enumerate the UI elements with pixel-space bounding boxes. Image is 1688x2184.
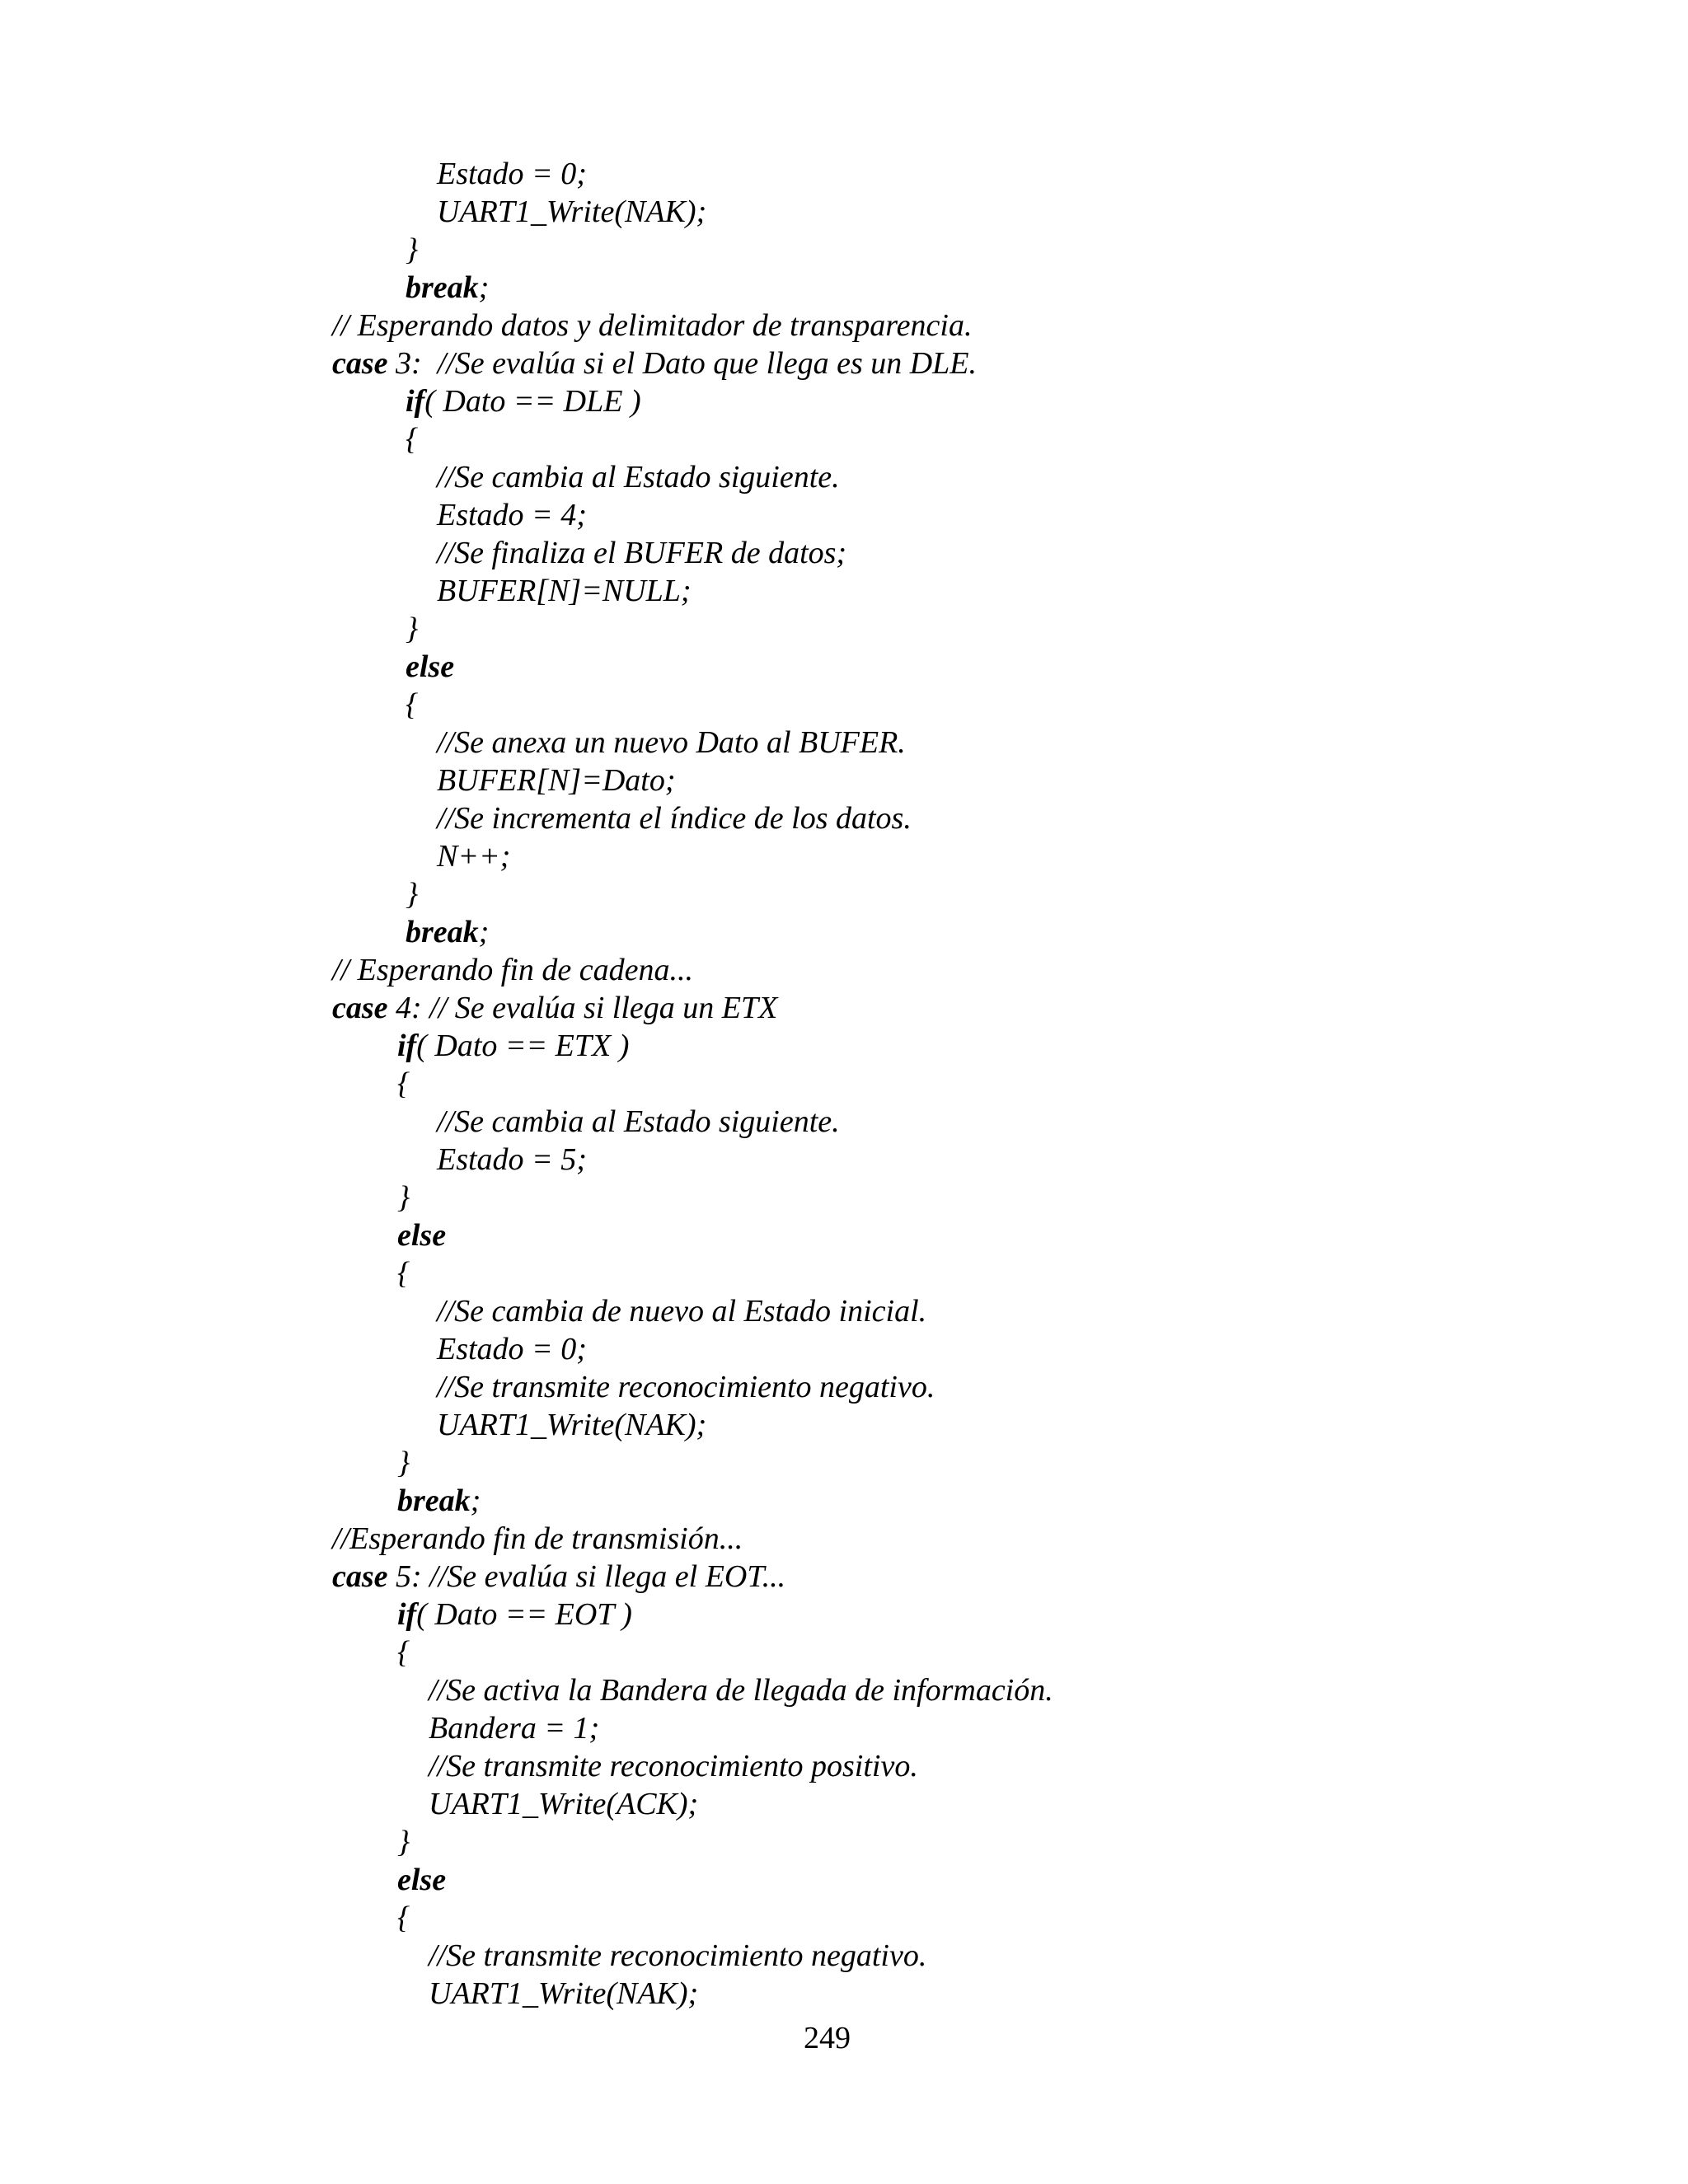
code-line: {: [397, 1635, 410, 1670]
code-comment: // Esperando fin de cadena...: [332, 953, 693, 987]
code-line: [397, 1596, 632, 1633]
code-line: {: [397, 1900, 410, 1935]
keyword: if: [406, 384, 425, 419]
code-line: {: [406, 422, 419, 457]
code-line: [332, 344, 977, 382]
keyword: case: [332, 346, 388, 381]
code-line: [406, 382, 641, 420]
code-line: {: [397, 1256, 410, 1291]
code-comment: //Se transmite reconocimiento negativo.: [429, 1938, 927, 1973]
code-line: }: [406, 612, 419, 646]
code-line: N++;: [437, 839, 511, 874]
code-line: [406, 269, 489, 307]
code-line: Bandera = 1;: [429, 1711, 600, 1746]
code-line: [397, 1027, 629, 1065]
code-line: UART1_Write(NAK);: [429, 1976, 699, 2011]
code-line: UART1_Write(NAK);: [437, 194, 707, 229]
code-text: ;: [478, 915, 490, 949]
code-line: }: [406, 877, 419, 912]
keyword: if: [397, 1597, 417, 1632]
keyword: break: [406, 270, 479, 305]
code-line: {: [406, 687, 419, 722]
code-comment: //Se activa la Bandera de llegada de información.: [429, 1673, 1053, 1708]
keyword: if: [397, 1029, 417, 1063]
code-line: UART1_Write(ACK);: [429, 1787, 699, 1821]
code-line: {: [397, 1066, 410, 1101]
keyword: break: [397, 1483, 471, 1518]
keyword: else: [397, 1218, 447, 1253]
code-line: [397, 1482, 481, 1520]
code-comment: //Se transmite reconocimiento positivo.: [429, 1749, 918, 1783]
code-comment: //Se cambia de nuevo al Estado inicial.: [437, 1294, 927, 1329]
code-line: [332, 989, 777, 1027]
page-number: 249: [804, 2021, 851, 2055]
keyword: else: [406, 649, 455, 684]
code-line: }: [397, 1446, 410, 1480]
code-line: [332, 1558, 785, 1596]
code-line: }: [397, 1825, 410, 1859]
keyword: else: [397, 1863, 447, 1897]
code-comment: //Se incrementa el índice de los datos.: [437, 801, 912, 836]
keyword: case: [332, 991, 388, 1025]
code-text: 5: //Se evalúa si llega el EOT...: [387, 1559, 786, 1594]
code-text: ;: [470, 1483, 481, 1518]
keyword: case: [332, 1559, 388, 1594]
code-line: Estado = 5;: [437, 1142, 587, 1177]
code-comment: //Esperando fin de transmisión...: [332, 1521, 743, 1556]
code-line: UART1_Write(NAK);: [437, 1408, 707, 1442]
code-comment: //Se transmite reconocimiento negativo.: [437, 1370, 935, 1404]
code-line: Estado = 4;: [437, 498, 587, 532]
code-text: 3: //Se evalúa si el Dato que llega es un DLE.: [387, 346, 978, 381]
code-line: BUFER[N]=Dato;: [437, 763, 676, 798]
code-line: [397, 1861, 446, 1899]
code-text: ( Dato == EOT ): [416, 1597, 632, 1632]
code-line: }: [406, 232, 419, 267]
code-comment: // Esperando datos y delimitador de transparencia.: [332, 308, 973, 343]
code-line: [406, 648, 454, 686]
code-text: ;: [478, 270, 490, 305]
code-line: Estado = 0;: [437, 157, 587, 191]
code-line: BUFER[N]=NULL;: [437, 574, 692, 608]
code-comment: //Se cambia al Estado siguiente.: [437, 460, 840, 494]
code-line: [397, 1216, 446, 1254]
code-comment: //Se anexa un nuevo Dato al BUFER.: [437, 725, 906, 760]
code-line: }: [397, 1180, 410, 1215]
code-comment: //Se finaliza el BUFER de datos;: [437, 536, 847, 570]
code-line: [406, 913, 489, 951]
code-text: ( Dato == DLE ): [424, 384, 641, 419]
code-comment: //Se cambia al Estado siguiente.: [437, 1104, 840, 1139]
code-text: 4: // Se evalúa si llega un ETX: [387, 991, 778, 1025]
code-text: ( Dato == ETX ): [416, 1029, 630, 1063]
code-line: Estado = 0;: [437, 1332, 587, 1366]
keyword: break: [406, 915, 479, 949]
